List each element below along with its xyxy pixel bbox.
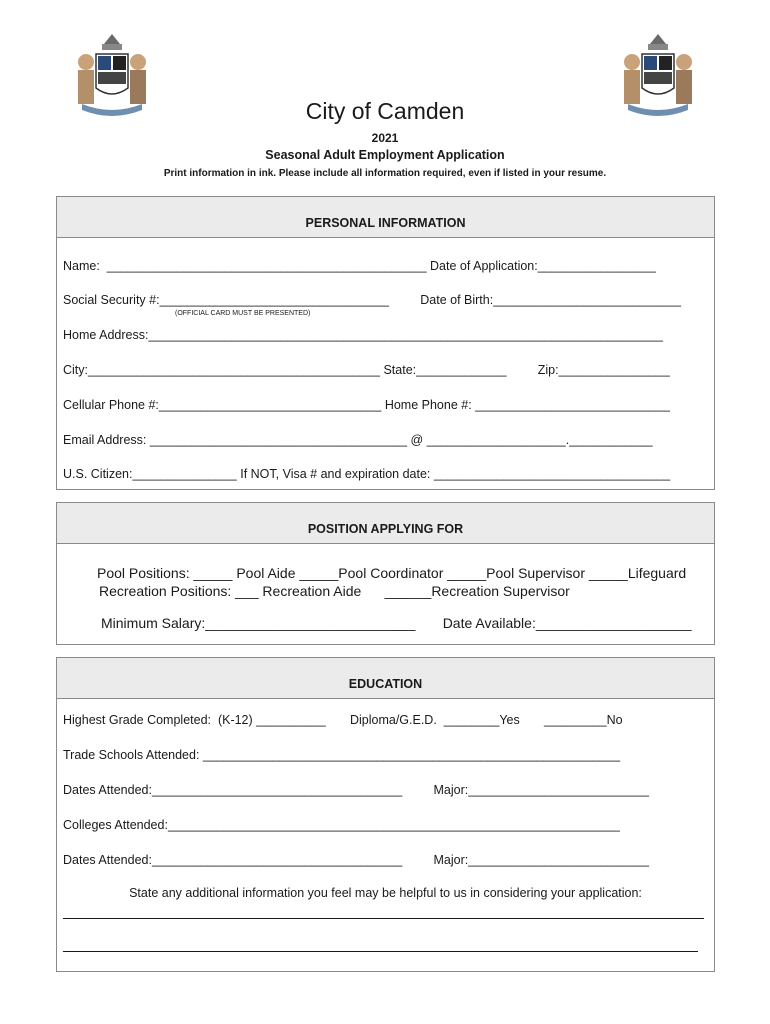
college-dates-field[interactable]: Dates Attended:____________________________________ Major:__________________________ <box>63 853 649 867</box>
ssn-note: (OFFICIAL CARD MUST BE PRESENTED) <box>175 310 311 317</box>
page-title: City of Camden <box>305 98 465 124</box>
additional-info-prompt: State any additional information you feel may be helpful to us in considering your application: <box>129 886 642 900</box>
name-field[interactable]: Name: ______________________________________________ Date of Application:_________________ <box>63 259 656 273</box>
position-section <box>56 502 715 645</box>
personal-information-section <box>56 196 715 490</box>
position-heading: POSITION APPLYING FOR <box>307 522 464 536</box>
home-address-field[interactable]: Home Address:__________________________________________________________________________ <box>63 328 663 342</box>
recreation-positions-field[interactable]: Recreation Positions: ___ Recreation Aide ______Recreation Supervisor <box>99 583 570 599</box>
form-year: 2021 <box>371 131 399 145</box>
trade-dates-field[interactable]: Dates Attended:____________________________________ Major:__________________________ <box>63 783 649 797</box>
personal-information-header <box>57 197 714 238</box>
position-header <box>57 503 714 544</box>
form-subtitle: Seasonal Adult Employment Application <box>265 148 505 162</box>
trade-schools-field[interactable]: Trade Schools Attended: ____________________________________________________________ <box>63 748 621 762</box>
phone-fields[interactable]: Cellular Phone #:________________________________ Home Phone #: ____________________________ <box>63 398 670 412</box>
highest-grade-field[interactable]: Highest Grade Completed: (K-12) __________ Diploma/G.E.D. ________Yes _________No <box>63 713 623 727</box>
form-instructions: Print information in ink. Please include all information required, even if listed in your resume. <box>163 168 607 179</box>
education-heading: EDUCATION <box>348 677 423 691</box>
additional-info-line-1[interactable] <box>63 918 704 919</box>
pool-positions-field[interactable]: Pool Positions: _____ Pool Aide _____Pool Coordinator _____Pool Supervisor _____Lifeguard <box>97 565 687 581</box>
salary-date-field[interactable]: Minimum Salary:___________________________ Date Available:____________________ <box>101 615 692 631</box>
city-state-zip-field[interactable]: City:__________________________________________ State:_____________ Zip:________________ <box>63 363 670 377</box>
education-section <box>56 657 715 972</box>
personal-information-heading: PERSONAL INFORMATION <box>305 216 466 230</box>
ssn-field[interactable]: Social Security #:_________________________________ Date of Birth:___________________________ <box>63 293 681 307</box>
education-header <box>57 658 714 699</box>
additional-info-line-2[interactable] <box>63 951 698 952</box>
email-field[interactable]: Email Address: _____________________________________ @ ____________________.____________ <box>63 433 653 447</box>
citizen-field[interactable]: U.S. Citizen:_______________ If NOT, Visa # and expiration date: __________________________________ <box>63 467 671 481</box>
colleges-field[interactable]: Colleges Attended:_________________________________________________________________ <box>63 818 620 832</box>
